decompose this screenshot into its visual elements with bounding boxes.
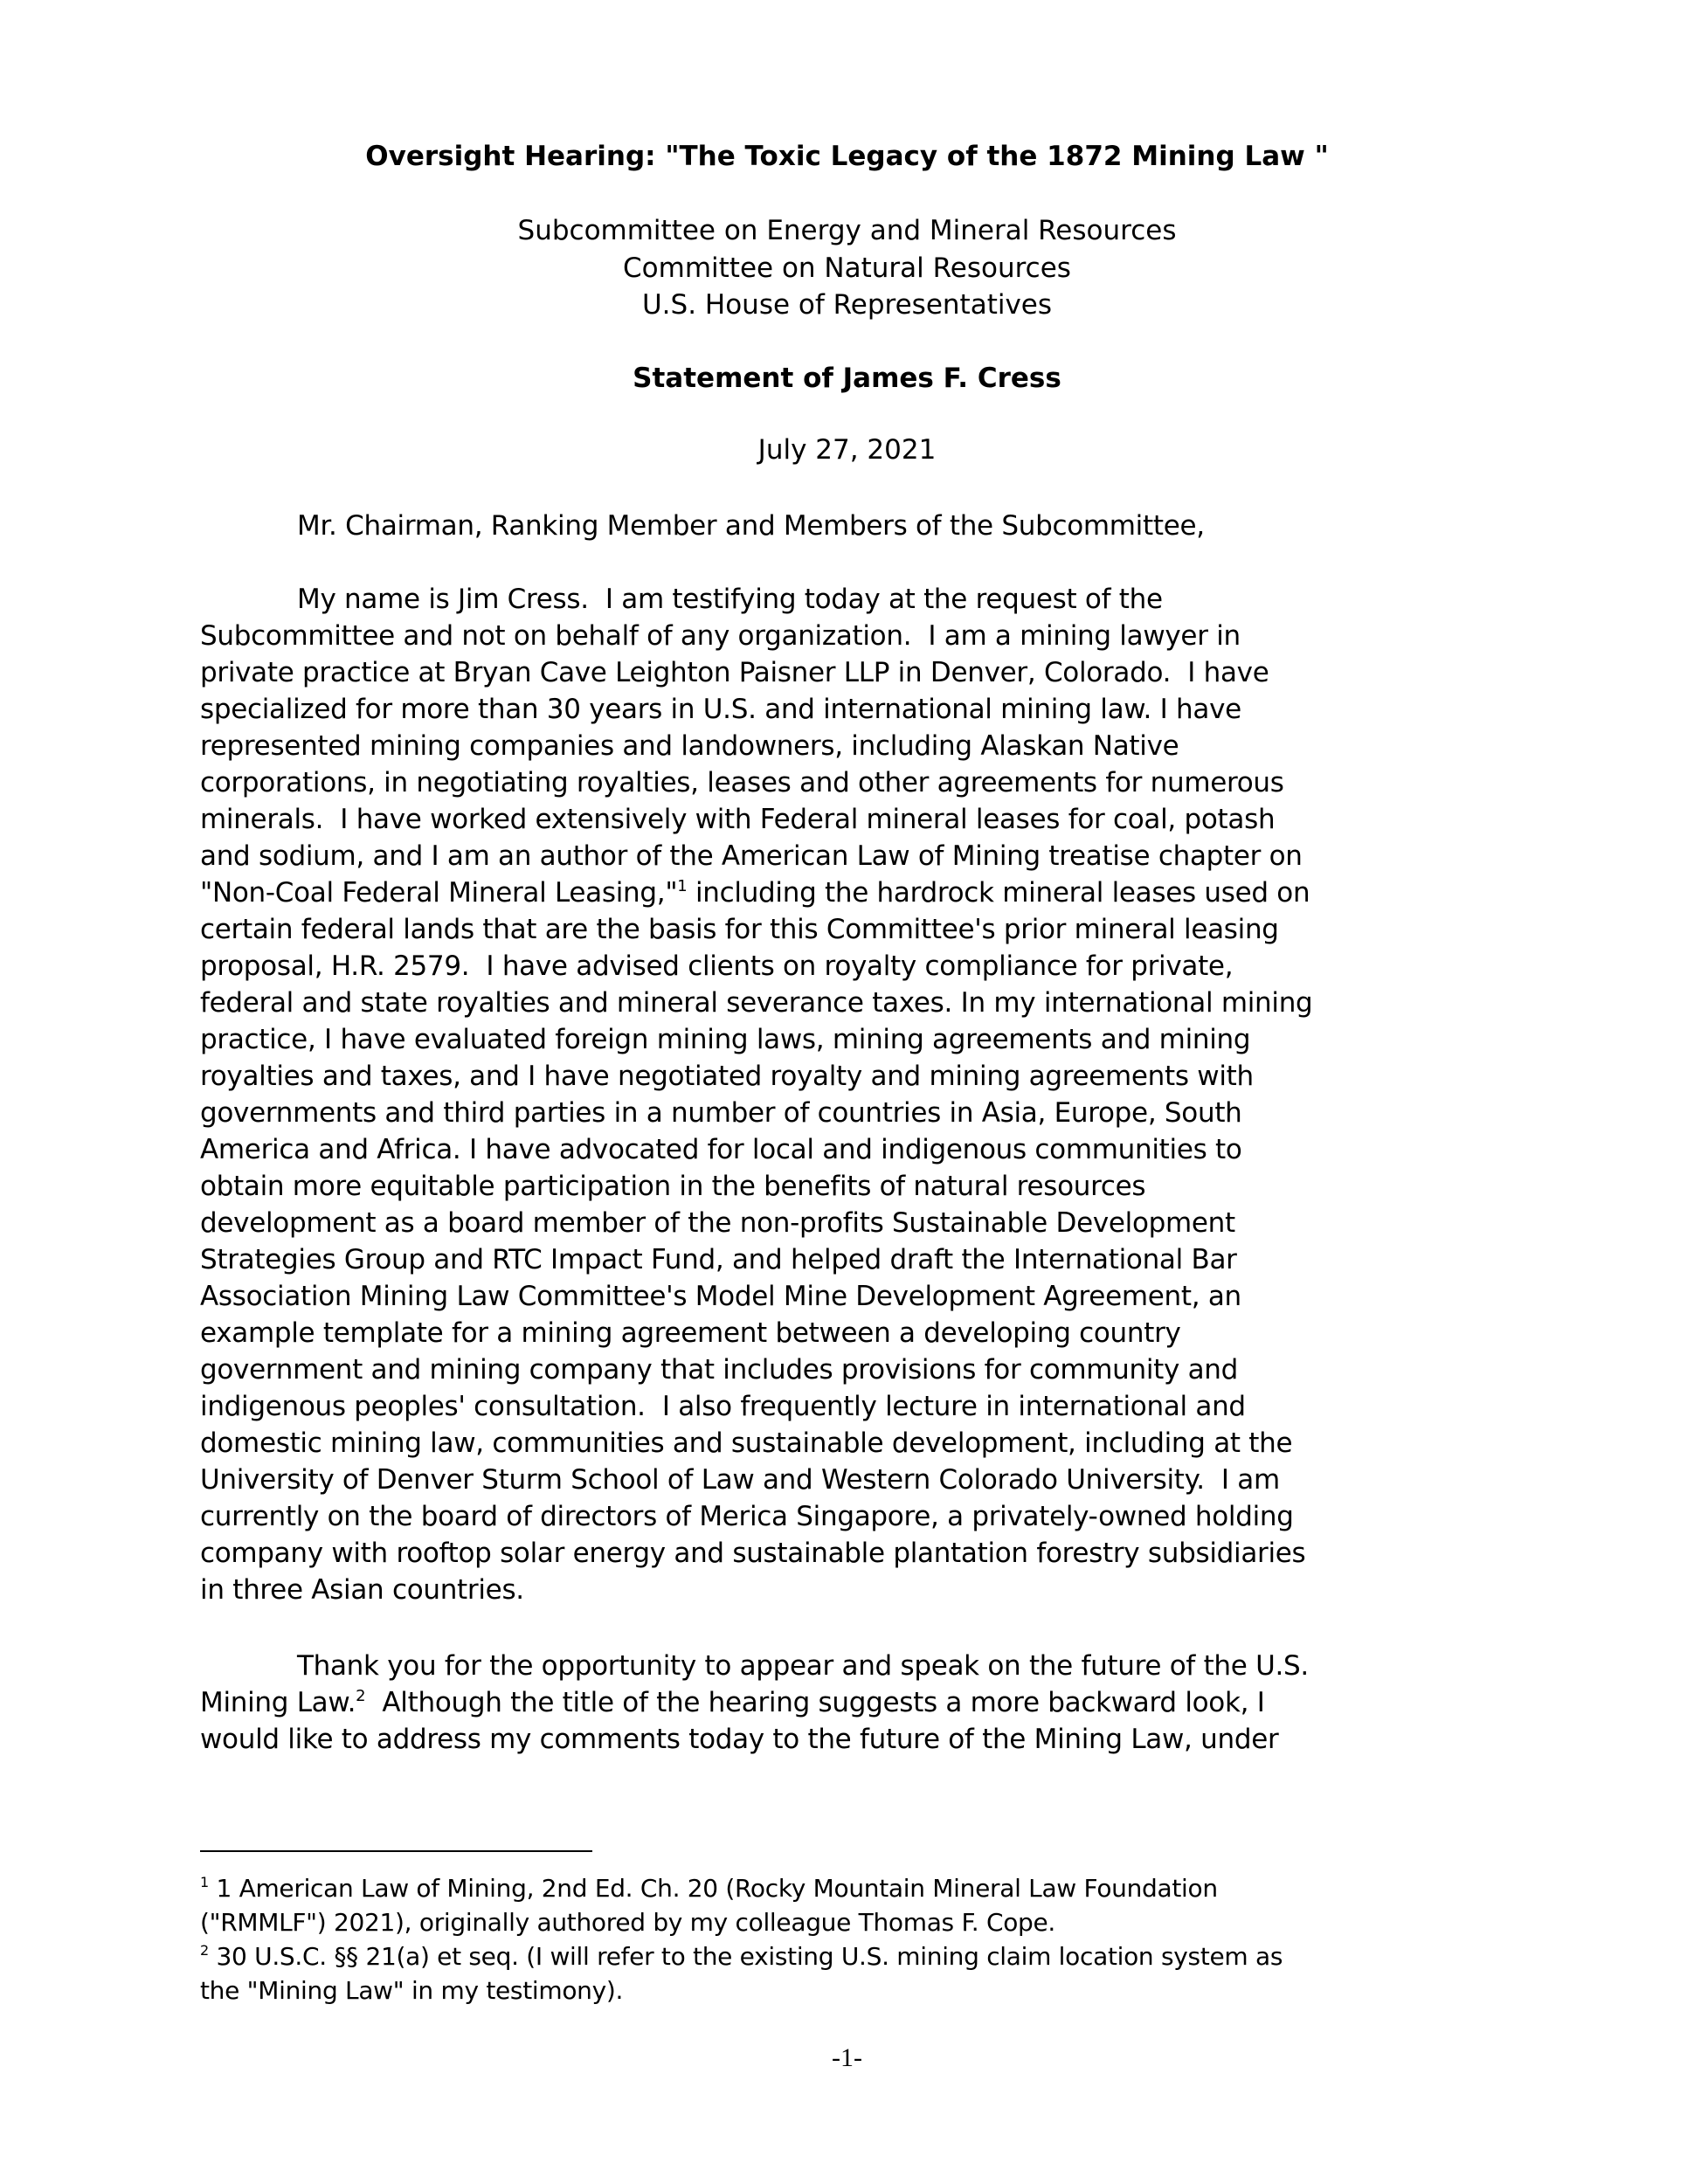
paragraph-line: obtain more equitable participation in the benefits of natural resources bbox=[200, 1171, 1146, 1202]
footnote-text: 30 U.S.C. §§ 21(a) et seq. (I will refer to the existing U.S. mining claim location system as bbox=[208, 1942, 1283, 1971]
paragraph-line: in three Asian countries. bbox=[200, 1574, 524, 1606]
page-number: -1- bbox=[832, 2043, 862, 2072]
paragraph-line bbox=[200, 1684, 1265, 1721]
paragraph-line bbox=[200, 874, 1310, 911]
footnote-reference-2[interactable]: 2 bbox=[356, 1687, 366, 1705]
paragraph-line: University of Denver Sturm School of Law and Western Colorado University. I am bbox=[200, 1464, 1280, 1496]
footnote-text: 1 American Law of Mining, 2nd Ed. Ch. 20 (Rocky Mountain Mineral Law Foundation bbox=[208, 1874, 1218, 1903]
paragraph-line: indigenous peoples' consultation. I also frequently lecture in international and bbox=[200, 1391, 1246, 1422]
paragraph-line: represented mining companies and landowners, including Alaskan Native bbox=[200, 730, 1179, 762]
paragraph-line: minerals. I have worked extensively with Federal mineral leases for coal, potash bbox=[200, 804, 1276, 835]
paragraph-line: certain federal lands that are the basis for this Committee's prior mineral leasing bbox=[200, 914, 1279, 945]
paragraph-line: currently on the board of directors of Merica Singapore, a privately-owned holding bbox=[200, 1501, 1294, 1532]
paragraph-line: royalties and taxes, and I have negotiated royalty and mining agreements with bbox=[200, 1061, 1254, 1092]
footnote-1 bbox=[200, 1871, 1218, 1905]
subcommittee-name: Subcommittee on Energy and Mineral Resources bbox=[517, 215, 1177, 246]
paragraph-line: example template for a mining agreement between a developing country bbox=[200, 1317, 1181, 1349]
paragraph-text: "Non-Coal Federal Mineral Leasing," bbox=[200, 877, 678, 909]
statement-date: July 27, 2021 bbox=[757, 434, 937, 466]
footnote-reference-1[interactable]: 1 bbox=[677, 877, 688, 895]
footnote-number: 1 bbox=[200, 1874, 209, 1890]
paragraph-line: Thank you for the opportunity to appear and speak on the future of the U.S. bbox=[297, 1650, 1309, 1682]
paragraph-line: company with rooftop solar energy and sustainable plantation forestry subsidiaries bbox=[200, 1538, 1306, 1569]
paragraph-line: specialized for more than 30 years in U.S. and international mining law. I have bbox=[200, 694, 1241, 725]
paragraph-line: America and Africa. I have advocated for local and indigenous communities to bbox=[200, 1134, 1242, 1165]
house-name: U.S. House of Representatives bbox=[641, 289, 1053, 321]
paragraph-text: including the hardrock mineral leases used on bbox=[687, 877, 1310, 909]
salutation: Mr. Chairman, Ranking Member and Members of the Subcommittee, bbox=[297, 510, 1205, 542]
paragraph-line: Strategies Group and RTC Impact Fund, and helped draft the International Bar bbox=[200, 1244, 1237, 1275]
paragraph-line: Subcommittee and not on behalf of any organization. I am a mining lawyer in bbox=[200, 620, 1241, 652]
paragraph-line: corporations, in negotiating royalties, leases and other agreements for numerous bbox=[200, 767, 1284, 798]
footnote-2 bbox=[200, 1939, 1283, 1973]
paragraph-line: development as a board member of the non-profits Sustainable Development bbox=[200, 1207, 1235, 1239]
footnote-1-continued: ("RMMLF") 2021), originally authored by my colleague Thomas F. Cope. bbox=[200, 1908, 1056, 1937]
paragraph-line: My name is Jim Cress. I am testifying today at the request of the bbox=[297, 584, 1163, 615]
paragraph-text: Mining Law. bbox=[200, 1687, 356, 1718]
paragraph-line: practice, I have evaluated foreign mining laws, mining agreements and mining bbox=[200, 1024, 1251, 1055]
footnote-number: 2 bbox=[200, 1942, 209, 1959]
paragraph-line: governments and third parties in a number of countries in Asia, Europe, South bbox=[200, 1097, 1242, 1129]
paragraph-line: would like to address my comments today to the future of the Mining Law, under bbox=[200, 1724, 1279, 1755]
paragraph-line: private practice at Bryan Cave Leighton Paisner LLP in Denver, Colorado. I have bbox=[200, 657, 1269, 688]
statement-heading: Statement of James F. Cress bbox=[633, 363, 1061, 394]
footnote-2-continued: the "Mining Law" in my testimony). bbox=[200, 1976, 624, 2005]
paragraph-line: Association Mining Law Committee's Model Mine Development Agreement, an bbox=[200, 1281, 1241, 1312]
paragraph-text: Although the title of the hearing suggests a more backward look, I bbox=[365, 1687, 1265, 1718]
paragraph-line: federal and state royalties and mineral severance taxes. In my international mining bbox=[200, 987, 1313, 1019]
paragraph-line: and sodium, and I am an author of the American Law of Mining treatise chapter on bbox=[200, 840, 1303, 872]
paragraph-line: government and mining company that includes provisions for community and bbox=[200, 1354, 1239, 1386]
footnote-separator bbox=[200, 1850, 592, 1852]
paragraph-line: proposal, H.R. 2579. I have advised clients on royalty compliance for private, bbox=[200, 950, 1234, 982]
paragraph-line: domestic mining law, communities and sustainable development, including at the bbox=[200, 1427, 1293, 1459]
hearing-title: Oversight Hearing: "The Toxic Legacy of the 1872 Mining Law " bbox=[365, 141, 1329, 172]
committee-name: Committee on Natural Resources bbox=[623, 252, 1071, 284]
